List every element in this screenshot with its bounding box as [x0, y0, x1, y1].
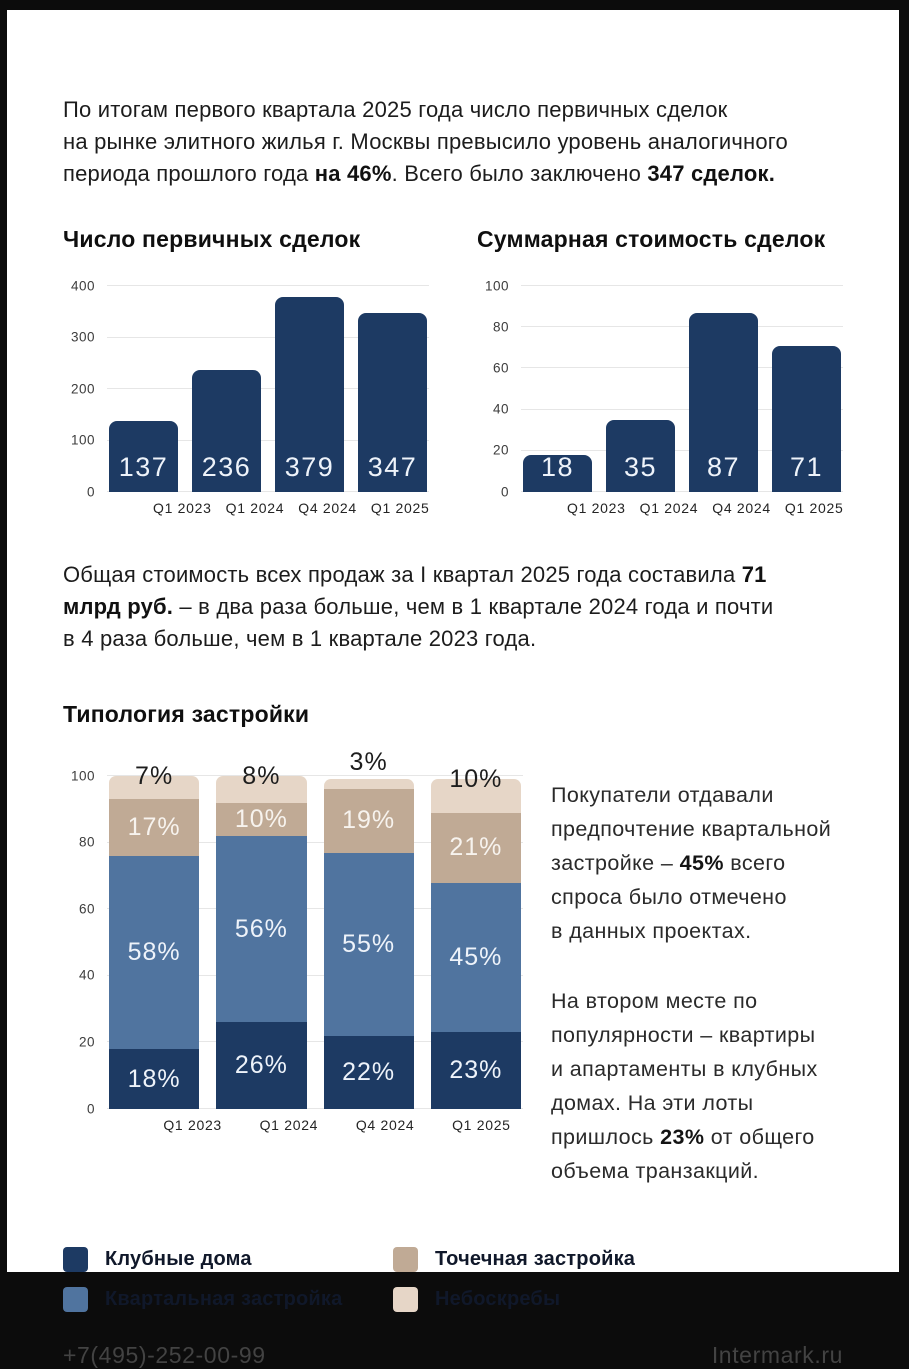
x-axis-label: Q1 2023 [567, 500, 626, 516]
intro-text: По итогам первого квартала 2025 года число первичных сделок на рынке элитного жилья г. Москвы превысило уровень аналогичного периода прошлого года на 46%. Всего было заключено 347 сделок. [63, 97, 788, 186]
report-page [7, 10, 899, 1368]
y-tick-label: 20 [492, 442, 509, 458]
bar-value-label: 87 [706, 452, 741, 482]
bar-value-label: 347 [367, 452, 418, 482]
segment-value-label: 22% [342, 1057, 396, 1086]
quarter-development-swatch-icon [63, 1287, 88, 1312]
segment-value-label: 7% [135, 762, 174, 790]
commentary-paragraph-1: Покупатели отдавали предпочтение квартальной застройке – 45% всего спроса было отмечено в данных проектах. [551, 783, 832, 943]
y-tick-label: 0 [86, 1101, 95, 1116]
deals-value-chart [477, 226, 843, 516]
stacked-bar-q1-2025 [431, 765, 521, 1109]
bar-value-label: 137 [118, 452, 169, 482]
y-tick-label: 0 [86, 484, 95, 499]
typology-commentary [523, 776, 843, 1224]
segment-клубные-дома [109, 1049, 199, 1109]
segment-квартальная-застройка [109, 856, 199, 1049]
segment-value-label: 18% [127, 1064, 181, 1093]
segment-value-label: 45% [449, 943, 503, 971]
skyscrapers-swatch-icon [393, 1287, 418, 1312]
segment-точечная-застройка [431, 813, 521, 883]
segment-квартальная-застройка [431, 883, 521, 1033]
stacked-bar-q1-2023 [109, 762, 199, 1109]
y-tick-label: 40 [492, 401, 509, 417]
bars [109, 286, 427, 492]
segment-value-label: 55% [342, 929, 396, 958]
bars [109, 748, 521, 1109]
typology-section-title: Типология застройки [63, 701, 310, 727]
x-axis-label: Q1 2025 [452, 1117, 511, 1133]
legend-label: Точечная застройка [435, 1248, 636, 1270]
y-tick-label: 100 [70, 432, 95, 448]
legend-label: Небоскребы [435, 1288, 561, 1310]
bar-value-label: 71 [789, 452, 824, 482]
segment-value-label: 17% [127, 813, 181, 842]
y-tick-label: 80 [492, 319, 509, 335]
x-axis-label: Q1 2024 [639, 500, 699, 516]
x-axis-labels [565, 500, 843, 516]
legend-label: Клубные дома [105, 1248, 252, 1270]
bar-value-label: 18 [540, 452, 575, 482]
y-tick-label: 200 [70, 381, 95, 396]
x-axis-label: Q4 2024 [355, 1117, 415, 1133]
segment-клубные-дома [324, 1036, 414, 1109]
segment-value-label: 10% [449, 765, 503, 794]
deals-count-chart-title: Число первичных сделок [63, 226, 361, 252]
y-tick-label: 40 [78, 967, 95, 983]
footer-phone: +7(495)-252-00-99 [63, 1342, 266, 1368]
bar-q1-2023 [523, 452, 592, 492]
segment-квартальная-застройка [324, 853, 414, 1036]
x-axis-label: Q1 2025 [370, 500, 430, 516]
deals-count-chart [63, 226, 429, 516]
bar-q4-2024 [689, 313, 758, 492]
bars [523, 286, 841, 492]
commentary-paragraph-2: На втором месте по популярности – квартиры и апартаменты в клубных домах. На эти лоты пришлось 23% от общего объема транзакций. [551, 989, 818, 1183]
bar-value-label: 35 [623, 452, 658, 482]
typology-chart [63, 748, 523, 1224]
y-tick-label: 60 [492, 360, 509, 376]
legend-item-club-houses [63, 1247, 393, 1272]
plot-area [70, 748, 523, 1116]
segment-value-label: 21% [449, 833, 503, 862]
x-axis-label: Q4 2024 [712, 500, 771, 516]
typology-row [63, 748, 843, 1224]
segment-value-label: 3% [349, 748, 388, 777]
x-axis-label: Q1 2025 [784, 500, 844, 516]
bar-q1-2024 [192, 370, 261, 492]
x-axis-label: Q4 2024 [298, 500, 357, 516]
bar-value-label: 379 [284, 452, 335, 482]
segment-value-label: 23% [449, 1056, 503, 1085]
y-tick-label: 100 [70, 768, 95, 783]
segment-value-label: 26% [234, 1051, 288, 1080]
typology-legend [63, 1247, 843, 1312]
typology-chart-plot [63, 748, 523, 1133]
bar-q1-2025 [358, 313, 427, 492]
y-tick-label: 300 [70, 329, 95, 345]
segment-квартальная-застройка [216, 836, 306, 1022]
segment-точечная-застройка [216, 803, 306, 836]
top-charts-row [63, 226, 843, 516]
stacked-bar-q4-2024 [324, 748, 414, 1109]
segment-точечная-застройка [324, 789, 414, 852]
infill-development-swatch-icon [393, 1247, 418, 1272]
bar-q4-2024 [275, 297, 344, 492]
y-tick-label: 60 [78, 901, 95, 917]
segment-value-label: 10% [234, 804, 288, 833]
y-tick-label: 400 [70, 278, 95, 293]
summary-text: Общая стоимость всех продаж за I квартал 2025 года составила 71 млрд руб. – в два раза больше, чем в 1 квартале 2024 года и почти в 4 раза больше, чем в 1 квартале 2023 года. [63, 562, 774, 651]
bar-q1-2023 [109, 421, 178, 492]
x-axis-label: Q1 2024 [259, 1117, 319, 1133]
segment-value-label: 8% [242, 762, 281, 790]
segment-точечная-застройка [109, 799, 199, 856]
legend-item-skyscrapers [393, 1287, 843, 1312]
y-tick-label: 20 [78, 1034, 95, 1050]
y-tick-label: 100 [484, 278, 509, 293]
deals-value-chart-plot [477, 278, 844, 516]
segment-value-label: 58% [127, 938, 181, 966]
x-axis-labels [151, 500, 429, 516]
footer-site: Intermark.ru [711, 1342, 843, 1368]
x-axis-label: Q1 2024 [225, 500, 285, 516]
segment-клубные-дома [431, 1032, 521, 1109]
y-tick-label: 80 [78, 834, 95, 850]
x-axis-label: Q1 2023 [163, 1117, 222, 1133]
club-houses-swatch-icon [63, 1247, 88, 1272]
bar-value-label: 236 [201, 452, 252, 482]
legend-item-quarter-development [63, 1287, 393, 1312]
segment-небоскребы [324, 779, 414, 789]
plot-area [484, 278, 843, 499]
footer [63, 1342, 843, 1369]
plot-area [70, 278, 429, 499]
stacked-bar-q1-2024 [216, 762, 306, 1109]
bar-q1-2025 [772, 346, 841, 492]
deals-value-chart-title: Суммарная стоимость сделок [477, 226, 826, 252]
x-axis-label: Q1 2023 [153, 500, 212, 516]
x-axis-labels [151, 1117, 523, 1133]
y-tick-label: 0 [500, 484, 509, 499]
bar-q1-2024 [606, 420, 675, 492]
legend-label: Квартальная застройка [105, 1288, 343, 1310]
deals-count-chart-plot [63, 278, 430, 516]
segment-value-label: 56% [234, 914, 288, 943]
segment-value-label: 19% [342, 806, 396, 835]
segment-клубные-дома [216, 1022, 306, 1109]
legend-item-infill-development [393, 1247, 843, 1272]
